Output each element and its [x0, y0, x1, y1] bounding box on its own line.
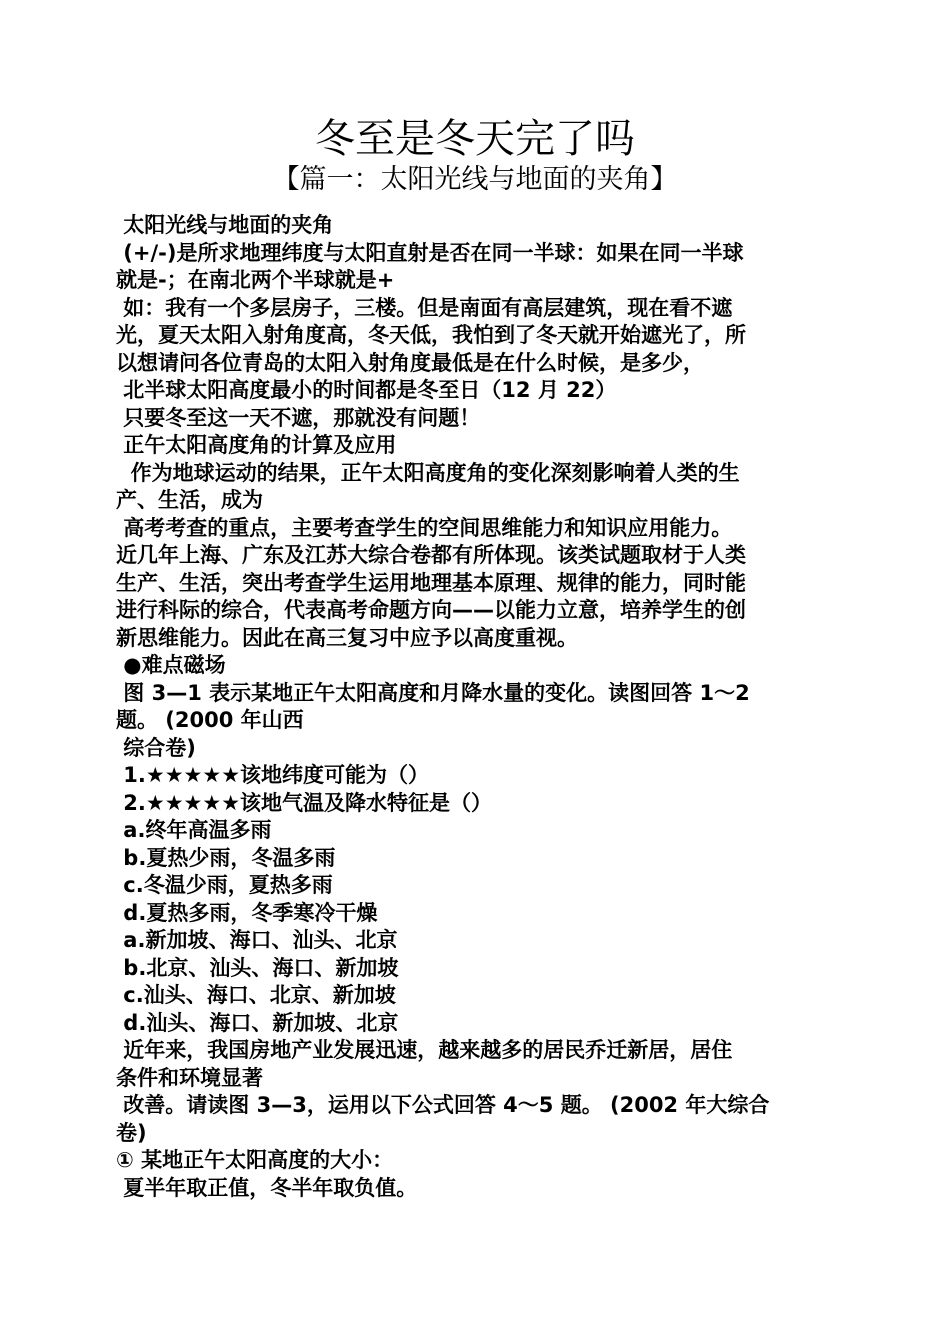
body-line: 光，夏天太阳入射角度高，冬天低，我怕到了冬天就开始遮光了，所 [116, 323, 746, 347]
body-line: 综合卷) [116, 735, 196, 760]
body-line: 只要冬至这一天不遮，那就没有问题！ [116, 405, 481, 430]
body-line: d.夏热多雨，冬季寒冷干燥 [116, 900, 378, 925]
body-line: 生产、生活，突出考查学生运用地理基本原理、规律的能力，同时能 [116, 570, 746, 595]
body-line: 就是-；在南北两个半球就是+ [116, 268, 395, 292]
body-line: b.北京、汕头、海口、新加坡 [116, 955, 399, 980]
body-line: 新思维能力。因此在高三复习中应予以高度重视。 [116, 625, 578, 650]
document-subtitle: 【篇一：太阳光线与地面的夹角】 [272, 164, 678, 195]
body-line: 条件和环境显著 [116, 1065, 263, 1090]
body-line: (+/-)是所求地理纬度与太阳直射是否在同一半球：如果在同一半球 [116, 240, 744, 265]
body-line: d.汕头、海口、新加坡、北京 [116, 1010, 399, 1035]
body-line: 进行科际的综合，代表高考命题方向——以能力立意，培养学生的创 [116, 598, 746, 622]
body-line: 图 3—1 表示某地正午太阳高度和月降水量的变化。读图回答 1～2 [116, 680, 750, 705]
body-line: c.汕头、海口、北京、新加坡 [116, 983, 396, 1007]
body-line: 太阳光线与地面的夹角 [116, 213, 334, 237]
body-line: a.终年高温多雨 [116, 818, 272, 842]
body-line: c.冬温少雨，夏热多雨 [116, 873, 333, 897]
body-line: 以想请问各位青岛的太阳入射角度最低是在什么时候，是多少， [116, 350, 704, 375]
body-line: ●难点磁场 [116, 653, 226, 677]
body-line: 2.★★★★★该地气温及降水特征是（） [116, 790, 493, 815]
body-line: 改善。请读图 3—3，运用以下公式回答 4～5 题。 (2002 年大综合 [116, 1093, 770, 1117]
body-line: 作为地球运动的结果，正午太阳高度角的变化深刻影响着人类的生 [116, 460, 740, 485]
body-line: 高考考查的重点，主要考查学生的空间思维能力和知识应用能力。 [116, 515, 733, 540]
document-title: 冬至是冬天完了吗 [315, 116, 635, 162]
body-line: 近年来，我国房地产业发展迅速，越来越多的居民乔迁新居，居住 [116, 1038, 733, 1062]
body-line: 产、生活，成为 [116, 488, 263, 512]
body-line: 正午太阳高度角的计算及应用 [116, 433, 397, 457]
body-line: 北半球太阳高度最小的时间都是冬至日（12 月 22） [116, 378, 617, 402]
body-line: 题。 (2000 年山西 [116, 708, 304, 732]
document-body [116, 212, 836, 1202]
body-line: 夏半年取正值，冬半年取负值。 [116, 1175, 418, 1200]
body-line: 如：我有一个多层房子，三楼。但是南面有高层建筑，现在看不遮 [116, 295, 733, 320]
body-line: 卷) [116, 1120, 147, 1145]
body-line: b.夏热少雨，冬温多雨 [116, 845, 336, 870]
body-line: a.新加坡、海口、汕头、北京 [116, 928, 398, 952]
body-line: 近几年上海、广东及江苏大综合卷都有所体现。该类试题取材于人类 [116, 543, 746, 567]
body-line: ① 某地正午太阳高度的大小： [116, 1148, 394, 1172]
body-line: 1.★★★★★该地纬度可能为（） [116, 763, 430, 787]
